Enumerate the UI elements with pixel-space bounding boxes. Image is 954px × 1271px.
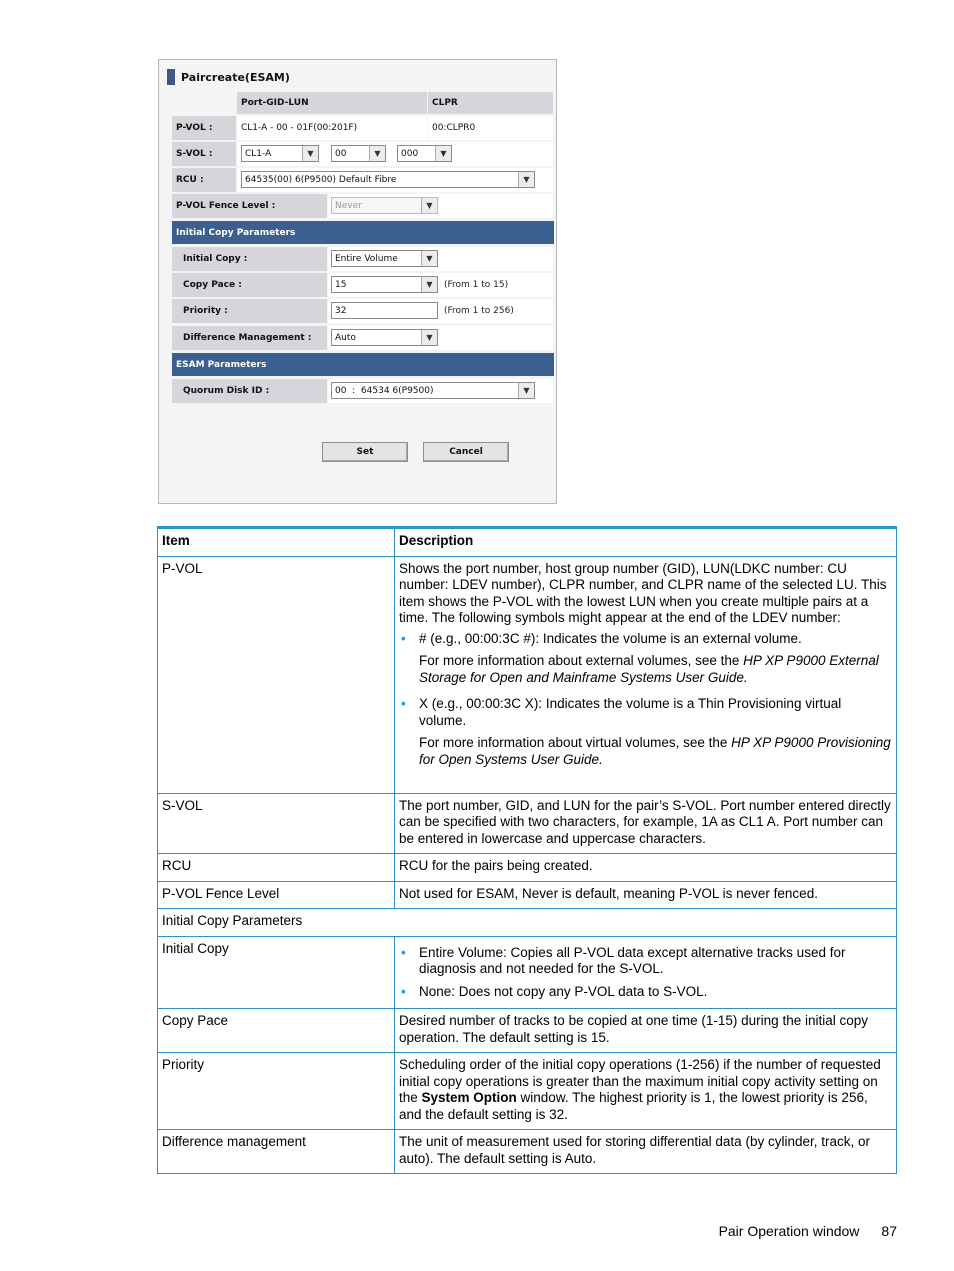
copy-pace-hint: (From 1 to 15) xyxy=(444,280,509,290)
table-row xyxy=(158,1009,897,1053)
svol-gid-value: 00 xyxy=(335,148,347,159)
header-item: Item xyxy=(158,528,395,557)
ref-text: For more information about virtual volumes, see the xyxy=(419,735,732,750)
priority-desc-post: window. The highest priority is 1, the lowest priority is 256, and the default setting is 32. xyxy=(399,1090,868,1122)
ref-title: HP XP P9000 Provisioning for Open Systems User Guide. xyxy=(419,735,891,767)
svol-lun-value: 000 xyxy=(401,148,419,159)
row-item: Initial Copy xyxy=(158,936,395,1009)
svol-gid-select[interactable] xyxy=(331,145,386,162)
table-header-row xyxy=(158,528,897,557)
list-item: • Entire Volume: Copies all P-VOL data except alternative tracks used for diagnosis and not needed for the S-VOL. xyxy=(419,945,891,978)
dialog-title-text: Paircreate(ESAM) xyxy=(181,70,290,84)
copy-pace-label: Copy Pace : xyxy=(172,273,327,297)
chevron-down-icon: ▼ xyxy=(302,146,318,161)
set-button[interactable]: Set xyxy=(322,442,408,462)
row-item: P-VOL xyxy=(158,556,395,793)
row-description xyxy=(395,556,897,793)
table-row xyxy=(158,881,897,909)
pvol-thin-ref xyxy=(419,735,891,768)
table-row xyxy=(158,936,897,1009)
quorum-disk-id-select[interactable] xyxy=(331,382,535,399)
list-item: • None: Does not copy any P-VOL data to S-VOL. xyxy=(419,984,891,1001)
row-item: Initial Copy Parameters xyxy=(158,909,897,937)
dialog-title xyxy=(167,69,290,85)
chevron-down-icon: ▼ xyxy=(518,383,534,398)
row-item: P-VOL Fence Level xyxy=(158,881,395,909)
cancel-button[interactable]: Cancel xyxy=(423,442,509,462)
chevron-down-icon: ▼ xyxy=(369,146,385,161)
fence-level-value: Never xyxy=(335,200,362,211)
svol-port-value: CL1-A xyxy=(245,148,272,159)
chevron-down-icon: ▼ xyxy=(421,277,437,292)
paircreate-dialog xyxy=(158,59,557,504)
difference-management-select[interactable] xyxy=(331,329,438,346)
priority-hint: (From 1 to 256) xyxy=(444,306,514,316)
row-item: Copy Pace xyxy=(158,1009,395,1053)
initial-copy-label: Initial Copy : xyxy=(172,247,327,271)
fence-level-select[interactable] xyxy=(331,197,438,214)
table-row xyxy=(158,556,897,793)
row-description: RCU for the pairs being created. xyxy=(395,854,897,882)
row-item: Difference management xyxy=(158,1130,395,1174)
pvol-bullet-external: • # (e.g., 00:00:3C #): Indicates the volume is an external volume. xyxy=(419,630,802,646)
difference-management-label: Difference Management : xyxy=(172,326,327,350)
row-description xyxy=(395,936,897,1009)
initial-copy-list xyxy=(399,945,891,1001)
priority-label: Priority : xyxy=(172,299,327,323)
svol-label: S-VOL : xyxy=(172,142,236,166)
initial-copy-value: Entire Volume xyxy=(335,253,398,264)
fence-level-label: P-VOL Fence Level : xyxy=(172,194,327,218)
svol-lun-select[interactable] xyxy=(397,145,452,162)
quorum-disk-id-value: 00 : 64534 6(P9500) xyxy=(335,385,434,396)
chevron-down-icon: ▼ xyxy=(435,146,451,161)
initial-copy-parameters-header: Initial Copy Parameters xyxy=(172,221,554,244)
col-header-clpr: CLPR xyxy=(428,92,553,114)
table-row xyxy=(158,1053,897,1130)
rcu-select[interactable] xyxy=(241,171,535,188)
priority-input[interactable]: 32 xyxy=(331,302,438,319)
chevron-down-icon: ▼ xyxy=(421,251,437,266)
pvol-bullet-thin: • X (e.g., 00:00:3C X): Indicates the volume is a Thin Provisioning virtual volume. xyxy=(419,696,842,728)
pvol-clpr: 00:CLPR0 xyxy=(428,116,553,140)
footer-section-title: Pair Operation window xyxy=(718,1223,860,1239)
copy-pace-select[interactable] xyxy=(331,276,438,293)
description-table xyxy=(157,526,897,1174)
table-row xyxy=(158,1130,897,1174)
initial-copy-select[interactable] xyxy=(331,250,438,267)
row-item: Priority xyxy=(158,1053,395,1130)
table-row xyxy=(158,793,897,854)
row-description xyxy=(395,1053,897,1130)
row-description: Desired number of tracks to be copied at one time (1-15) during the initial copy operation. The default setting is 15. xyxy=(395,1009,897,1053)
difference-management-value: Auto xyxy=(335,332,356,343)
ref-title: HP XP P9000 External Storage for Open and Mainframe Systems User Guide. xyxy=(419,653,879,685)
pvol-symbol-list xyxy=(399,631,891,769)
table-row xyxy=(158,854,897,882)
pvol-label: P-VOL : xyxy=(172,116,236,140)
copy-pace-value: 15 xyxy=(335,279,347,290)
col-header-port-gid-lun: Port-GID-LUN xyxy=(237,92,427,114)
priority-desc-bold: System Option xyxy=(421,1090,517,1105)
table-row xyxy=(158,909,897,937)
pvol-port-gid-lun: CL1-A - 00 - 01F(00:201F) xyxy=(237,116,427,140)
chevron-down-icon: ▼ xyxy=(421,198,437,213)
quorum-disk-id-label: Quorum Disk ID : xyxy=(172,379,327,403)
esam-parameters-header: ESAM Parameters xyxy=(172,353,554,376)
header-description: Description xyxy=(395,528,897,557)
pvol-desc: Shows the port number, host group number (GID), LUN(LDKC number: CU number: LDEV number), CLPR number, and CLPR name of the selected LU. This item shows the P-VOL with the lowest LUN when you create multiple pairs at a time. The following symbols might appear at the end of the LDEV number: xyxy=(399,560,887,625)
row-description: Not used for ESAM, Never is default, meaning P-VOL is never fenced. xyxy=(395,881,897,909)
priority-desc-pre: Scheduling order of the initial copy operations (1-256) if the number of requested initial copy operations is greater than the maximum initial copy activity setting on the xyxy=(399,1057,881,1105)
page-number: 87 xyxy=(881,1223,897,1239)
svol-port-select[interactable] xyxy=(241,145,319,162)
pvol-external-ref xyxy=(419,653,891,686)
title-marker xyxy=(167,69,175,85)
rcu-label: RCU : xyxy=(172,168,236,192)
list-item xyxy=(419,631,891,687)
rcu-value: 64535(00) 6(P9500) Default Fibre xyxy=(245,174,397,185)
page-footer xyxy=(719,1223,897,1239)
chevron-down-icon: ▼ xyxy=(421,330,437,345)
chevron-down-icon: ▼ xyxy=(518,172,534,187)
list-item xyxy=(419,696,891,768)
row-description: The unit of measurement used for storing differential data (by cylinder, track, or auto). The default setting is Auto. xyxy=(395,1130,897,1174)
row-item: RCU xyxy=(158,854,395,882)
row-description: The port number, GID, and LUN for the pair’s S-VOL. Port number entered directly can be specified with two characters, for example, 1A as CL1 A. Port number can be entered in lowercase and uppercase characters. xyxy=(395,793,897,854)
ref-text: For more information about external volumes, see the xyxy=(419,653,744,668)
row-item: S-VOL xyxy=(158,793,395,854)
